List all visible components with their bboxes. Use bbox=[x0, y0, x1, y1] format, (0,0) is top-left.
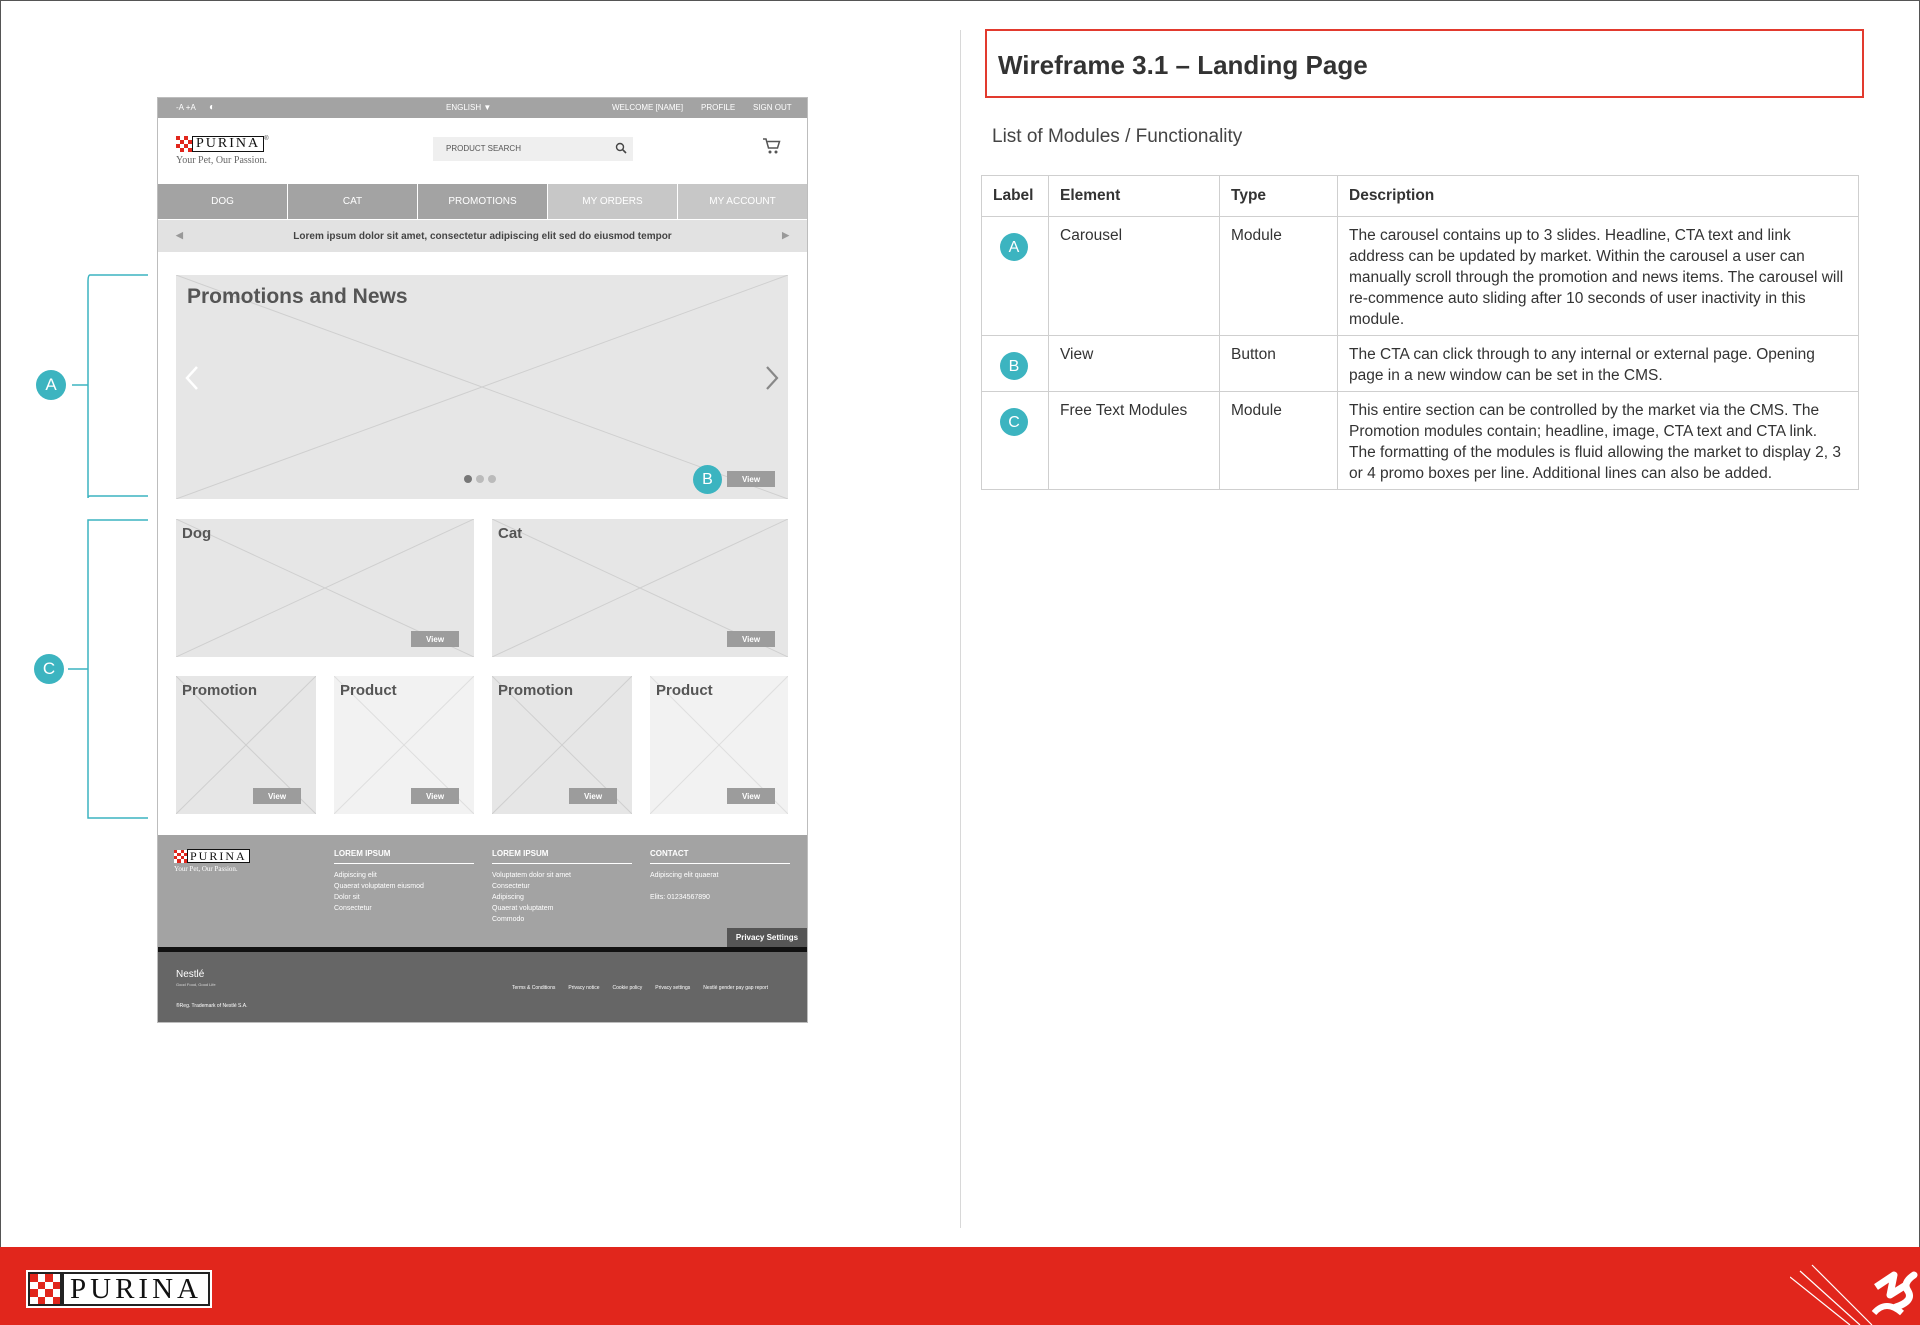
label-badge: B bbox=[1000, 352, 1028, 380]
module-title: Cat bbox=[498, 525, 523, 542]
row-type: Button bbox=[1220, 336, 1338, 392]
copyright-text: ®Reg. Trademark of Nestlé S.A. bbox=[176, 1003, 248, 1009]
page-title: Wireframe 3.1 – Landing Page bbox=[998, 50, 1368, 80]
view-button[interactable]: View bbox=[569, 788, 617, 804]
row-type: Module bbox=[1220, 392, 1338, 490]
footer-link[interactable]: Dolor sit bbox=[334, 894, 360, 901]
carousel-title: Promotions and News bbox=[187, 285, 408, 308]
chevron-left-icon[interactable] bbox=[184, 365, 200, 391]
col-header-label: Label bbox=[982, 176, 1049, 217]
purina-footer-logo bbox=[26, 1270, 212, 1308]
footer-column bbox=[650, 849, 790, 903]
site-footer bbox=[158, 835, 807, 947]
sign-out-link[interactable]: SIGN OUT bbox=[753, 103, 792, 112]
search-placeholder: PRODUCT SEARCH bbox=[446, 144, 521, 153]
table-row bbox=[982, 392, 1859, 490]
annotation-badge-a: A bbox=[36, 370, 66, 400]
module-promotion bbox=[176, 676, 316, 814]
row-label-cell bbox=[982, 392, 1049, 490]
footer-link[interactable]: Consectetur bbox=[492, 883, 530, 890]
carousel-view-button[interactable]: View bbox=[727, 471, 775, 487]
panel-divider bbox=[960, 30, 961, 1228]
module-title: Dog bbox=[182, 525, 212, 542]
col-header-description: Description bbox=[1338, 176, 1859, 217]
module-title: Promotion bbox=[498, 682, 573, 699]
nav-cat[interactable]: CAT bbox=[288, 184, 417, 219]
bracket-a bbox=[60, 270, 150, 500]
table-row bbox=[982, 217, 1859, 336]
footer-link[interactable]: Voluptatem dolor sit amet bbox=[492, 872, 571, 879]
contrast-icon[interactable]: ◐ bbox=[209, 102, 216, 113]
col-header-element: Element bbox=[1049, 176, 1220, 217]
tagline: Your Pet, Our Passion. bbox=[176, 155, 267, 166]
modules-table bbox=[981, 175, 1859, 490]
label-badge: C bbox=[1000, 408, 1028, 436]
trademark: ® bbox=[264, 136, 269, 142]
gender-pay-gap-link[interactable]: Nestlé gender pay gap report bbox=[703, 985, 769, 991]
ticker-text: Lorem ipsum dolor sit amet, consectetur adipiscing elit sed do eiusmod tempor bbox=[293, 230, 672, 242]
brand-wordmark: PURINA bbox=[62, 1272, 210, 1306]
nestle-logo bbox=[176, 969, 216, 987]
view-button[interactable]: View bbox=[411, 788, 459, 804]
carousel bbox=[176, 275, 788, 499]
footer-purina-logo[interactable] bbox=[174, 849, 250, 863]
nav-my-account[interactable]: MY ACCOUNT bbox=[678, 184, 807, 219]
ticker-next-icon[interactable]: ▶ bbox=[782, 230, 789, 240]
row-element: Carousel bbox=[1049, 217, 1220, 336]
agency-logo-icon bbox=[1790, 1247, 1920, 1325]
text-size-controls[interactable]: -A +A bbox=[176, 103, 196, 112]
row-type: Module bbox=[1220, 217, 1338, 336]
col-header-type: Type bbox=[1220, 176, 1338, 217]
module-product bbox=[334, 676, 474, 814]
chevron-right-icon[interactable] bbox=[764, 365, 780, 391]
checkerboard-icon bbox=[174, 850, 187, 863]
footer-tagline: Your Pet, Our Passion. bbox=[174, 865, 238, 873]
terms-link[interactable]: Terms & Conditions bbox=[512, 985, 556, 991]
view-button[interactable]: View bbox=[727, 788, 775, 804]
footer-link[interactable]: Commodo bbox=[492, 916, 525, 923]
row-description: The carousel contains up to 3 slides. Headline, CTA text and link address can be updated by market. Within the carousel a user can manually scroll through the promotion and news items. The carousel will re-commence auto sliding after 10 seconds of user inactivity in this module. bbox=[1338, 217, 1859, 336]
search-icon[interactable] bbox=[615, 142, 627, 154]
row-description: The CTA can click through to any internal or external page. Opening page in a new window can be set in the CMS. bbox=[1338, 336, 1859, 392]
module-dog bbox=[176, 519, 474, 657]
nav-promotions[interactable]: PROMOTIONS bbox=[418, 184, 547, 219]
brand-wordmark: PURINA bbox=[187, 849, 250, 863]
nestle-tagline: Good Food, Good Life bbox=[176, 982, 216, 987]
footer-column bbox=[492, 849, 632, 925]
bracket-c bbox=[60, 515, 150, 825]
annotation-badge-c: C bbox=[34, 654, 64, 684]
privacy-notice-link[interactable]: Privacy notice bbox=[568, 985, 600, 991]
carousel-dot[interactable] bbox=[464, 475, 472, 483]
row-label-cell bbox=[982, 217, 1049, 336]
module-title: Promotion bbox=[182, 682, 257, 699]
row-label-cell bbox=[982, 336, 1049, 392]
promo-ticker bbox=[158, 220, 807, 252]
subtitle: List of Modules / Functionality bbox=[992, 126, 1243, 147]
carousel-dots bbox=[464, 475, 496, 483]
nav-dog[interactable]: DOG bbox=[158, 184, 287, 219]
view-button[interactable]: View bbox=[411, 631, 459, 647]
nav-my-orders[interactable]: MY ORDERS bbox=[548, 184, 677, 219]
cart-icon[interactable] bbox=[762, 137, 782, 155]
site-header bbox=[158, 118, 807, 184]
footer-column-heading: CONTACT bbox=[650, 849, 790, 864]
search-input[interactable] bbox=[433, 137, 633, 161]
row-description: This entire section can be controlled by the market via the CMS. The Promotion modules contain; headline, image, CTA text and CTA link. The formatting of the modules is fluid allowing the market to display 2, 3 or 4 promo boxes per line. Additional lines can also be added. bbox=[1338, 392, 1859, 490]
footer-link[interactable]: Adipiscing elit bbox=[334, 872, 377, 879]
main-nav bbox=[158, 184, 807, 219]
footer-column-heading: LOREM IPSUM bbox=[334, 849, 474, 864]
carousel-dot[interactable] bbox=[488, 475, 496, 483]
checkerboard-icon bbox=[176, 136, 192, 152]
footer-phone: Elits: 01234567890 bbox=[650, 894, 710, 901]
ticker-prev-icon[interactable]: ◀ bbox=[176, 230, 183, 240]
table-header-row bbox=[982, 176, 1859, 217]
footer-spacer bbox=[650, 881, 790, 892]
module-promotion bbox=[492, 676, 632, 814]
module-cat bbox=[492, 519, 788, 657]
legal-footer bbox=[158, 952, 807, 1022]
view-button[interactable]: View bbox=[727, 631, 775, 647]
purina-logo[interactable] bbox=[176, 136, 269, 152]
footer-link[interactable]: Consectetur bbox=[334, 905, 372, 912]
welcome-text: WELCOME [NAME] bbox=[612, 103, 684, 112]
footer-link[interactable]: Quaerat voluptatem eiusmod bbox=[334, 883, 424, 890]
row-element: View bbox=[1049, 336, 1220, 392]
label-badge: A bbox=[1000, 233, 1028, 261]
brand-footer-bar bbox=[0, 1247, 1920, 1325]
profile-link[interactable]: PROFILE bbox=[701, 103, 736, 112]
privacy-settings-button[interactable]: Privacy Settings bbox=[727, 928, 807, 947]
cookie-policy-link[interactable]: Cookie policy bbox=[612, 985, 643, 991]
module-product bbox=[650, 676, 788, 814]
view-button[interactable]: View bbox=[253, 788, 301, 804]
footer-link[interactable]: Quaerat voluptatem bbox=[492, 905, 554, 912]
table-row bbox=[982, 336, 1859, 392]
module-title: Product bbox=[656, 682, 713, 699]
footer-column-heading: LOREM IPSUM bbox=[492, 849, 632, 864]
checkerboard-icon bbox=[28, 1272, 62, 1306]
brand-wordmark: PURINA bbox=[192, 136, 264, 152]
footer-link[interactable]: Adipiscing bbox=[492, 894, 524, 901]
annotation-badge-b: B bbox=[693, 465, 722, 494]
wireframe-mockup bbox=[157, 97, 808, 1023]
row-element: Free Text Modules bbox=[1049, 392, 1220, 490]
nestle-wordmark: Nestlé bbox=[176, 969, 205, 980]
legal-links bbox=[512, 985, 768, 991]
utility-bar bbox=[158, 98, 807, 118]
footer-column bbox=[334, 849, 474, 914]
privacy-settings-link[interactable]: Privacy settings bbox=[655, 985, 691, 991]
carousel-dot[interactable] bbox=[476, 475, 484, 483]
title-box bbox=[985, 29, 1864, 98]
module-title: Product bbox=[340, 682, 397, 699]
footer-link[interactable]: Adipiscing elit quaerat bbox=[650, 872, 719, 879]
language-selector[interactable]: ENGLISH ▼ bbox=[446, 103, 492, 112]
